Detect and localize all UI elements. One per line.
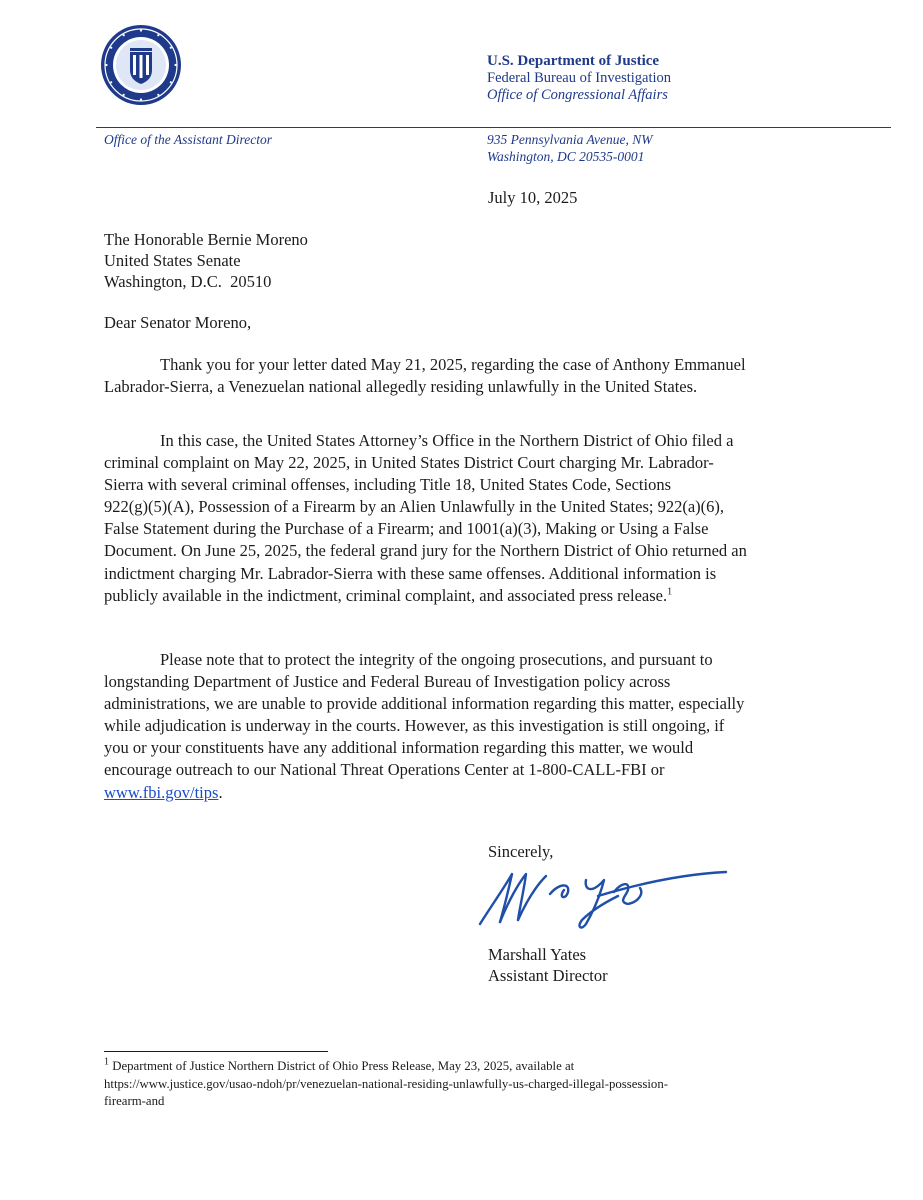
fbi-tips-link[interactable]: www.fbi.gov/tips	[104, 782, 219, 802]
bureau-name: Federal Bureau of Investigation	[487, 70, 672, 86]
paragraph-line: Sierra with several criminal offenses, including Title 18, United States Code, Sections	[104, 475, 672, 495]
department-name: U.S. Department of Justice	[487, 53, 660, 69]
footnote-url-cont[interactable]: firearm-and	[104, 1094, 165, 1108]
paragraph-line: encourage outreach to our National Threat Operations Center at 1-800-CALL-FBI or	[104, 760, 665, 780]
address-line-2: Washington, DC 20535-0001	[487, 148, 645, 164]
paragraph-line: 922(g)(5)(A), Possession of a Firearm by an Alien Unlawfully in the United States; 922(a)(6),	[104, 497, 724, 517]
footnote-divider	[104, 1051, 328, 1052]
paragraph-line: In this case, the United States Attorney’s Office in the Northern District of Ohio filed a	[160, 431, 734, 450]
recipient-city: Washington, D.C. 20510	[104, 272, 272, 291]
sender-office: Office of the Assistant Director	[104, 132, 272, 147]
paragraph-line: False Statement during the Purchase of a Firearm; and 1001(a)(3), Making or Using a False	[104, 519, 709, 539]
handwritten-signature	[468, 862, 730, 934]
signer-title: Assistant Director	[488, 966, 608, 985]
signer-name: Marshall Yates	[488, 945, 587, 964]
paragraph-2	[104, 430, 814, 607]
paragraph-line: Thank you for your letter dated May 21, 2025, regarding the case of Anthony Emmanuel	[160, 355, 746, 374]
letterhead-department	[487, 53, 671, 104]
footnote-url[interactable]: https://www.justice.gov/usao-ndoh/pr/venezuelan-national-residing-unlawfully-us-charged-illegal-possession-	[104, 1076, 668, 1091]
paragraph-line: administrations, we are unable to provide additional information regarding this matter, especially	[104, 694, 745, 714]
footnote-number: 1	[104, 1056, 109, 1068]
paragraph-line-text: publicly available in the indictment, criminal complaint, and associated press release.	[104, 585, 668, 605]
paragraph-1	[104, 354, 814, 398]
recipient-name: The Honorable Bernie Moreno	[104, 230, 308, 249]
paragraph-line: indictment charging Mr. Labrador-Sierra with these same offenses. Additional information is	[104, 563, 717, 583]
sender-address	[487, 132, 652, 165]
fbi-seal-icon	[100, 24, 182, 106]
closing: Sincerely,	[488, 842, 554, 861]
paragraph-line: Document. On June 25, 2025, the federal grand jury for the Northern District of Ohio returned an	[104, 541, 747, 561]
footnote-marker[interactable]: 1	[667, 586, 673, 598]
paragraph-line: longstanding Department of Justice and Federal Bureau of Investigation policy across	[104, 672, 671, 692]
footnote	[104, 1058, 668, 1111]
paragraph-line: while adjudication is underway in the courts. However, as this investigation is still ongoing, if	[104, 716, 725, 736]
office-name: Office of Congressional Affairs	[487, 87, 668, 103]
address-line-1: 935 Pennsylvania Avenue, NW	[487, 132, 653, 147]
paragraph-line: Labrador-Sierra, a Venezuelan national allegedly residing unlawfully in the United States.	[104, 377, 698, 397]
footnote-text: Department of Justice Northern District of Ohio Press Release, May 23, 2025, available at	[112, 1059, 575, 1073]
letterhead-divider	[96, 127, 891, 128]
paragraph-line: Please note that to protect the integrity of the ongoing prosecutions, and pursuant to	[160, 650, 713, 669]
paragraph-3	[104, 649, 814, 804]
paragraph-line: criminal complaint on May 22, 2025, in United States District Court charging Mr. Labrador-	[104, 453, 714, 473]
signer-block	[488, 944, 608, 986]
salutation: Dear Senator Moreno,	[104, 313, 252, 332]
paragraph-line: you or your constituents have any additional information regarding this matter, we would	[104, 738, 694, 758]
paragraph-tail: .	[218, 782, 223, 802]
paragraph-line-last	[104, 585, 814, 607]
footnote-line-1	[104, 1058, 668, 1076]
paragraph-line-last	[104, 782, 814, 804]
recipient-block	[104, 229, 308, 292]
recipient-org: United States Senate	[104, 251, 241, 270]
letter-date: July 10, 2025	[488, 188, 578, 207]
